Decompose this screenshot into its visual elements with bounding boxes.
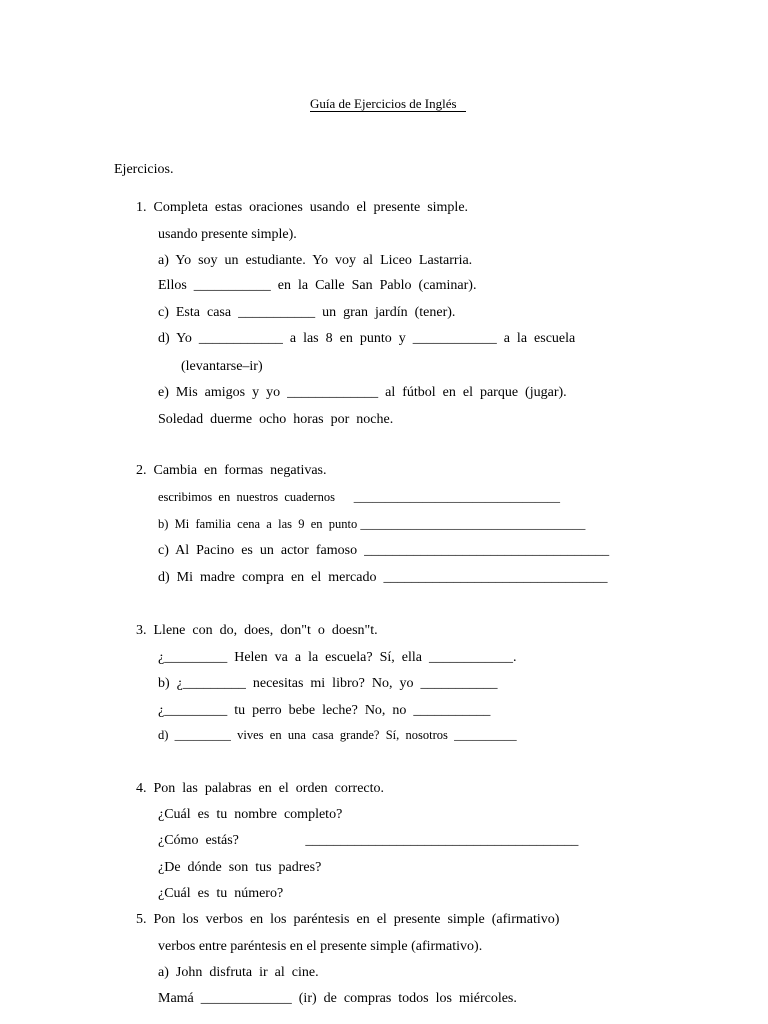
exercise-line: 5. Pon los verbos en los paréntesis en el presente simple (afirmativo) [136, 912, 560, 927]
exercise-line: escribimos en nuestros cuadernos _________________________________ [158, 490, 561, 504]
exercise-line: (levantarse–ir) [181, 359, 263, 374]
exercise-line: d) _________ vives en una casa grande? Sí, nosotros __________ [158, 728, 517, 742]
exercise-line: ¿Cuál es tu nombre completo? [158, 807, 343, 822]
exercise-line: a) Yo soy un estudiante. Yo voy al Liceo Lastarria. [158, 253, 473, 268]
exercise-line: b) Mi familia cena a las 9 en punto ____________________________________ [158, 517, 586, 531]
exercise-line: ¿De dónde son tus padres? [158, 860, 322, 875]
exercise-line: d) Mi madre compra en el mercado ________________________________ [158, 570, 608, 585]
title-underline [310, 111, 466, 112]
exercise-line: 2. Cambia en formas negativas. [136, 463, 327, 478]
exercise-line: ¿_________ Helen va a la escuela? Sí, ella ____________. [158, 650, 517, 665]
exercise-line: usando presente simple). [158, 227, 297, 242]
exercise-line: c) Al Pacino es un actor famoso ___________________________________ [158, 543, 610, 558]
exercise-line: Mamá _____________ (ir) de compras todos los miércoles. [158, 991, 517, 1006]
exercise-line: verbos entre paréntesis en el presente simple (afirmativo). [158, 939, 483, 954]
exercise-line: Ellos ___________ en la Calle San Pablo (caminar). [158, 278, 477, 293]
exercise-line: e) Mis amigos y yo _____________ al fútbol en el parque (jugar). [158, 385, 567, 400]
exercise-line: 1. Completa estas oraciones usando el presente simple. [136, 200, 469, 215]
section-heading: Ejercicios. [114, 162, 174, 177]
exercise-line: d) Yo ____________ a las 8 en punto y ____________ a la escuela [158, 331, 576, 346]
exercise-line: 4. Pon las palabras en el orden correcto. [136, 781, 385, 796]
page-title: Guía de Ejercicios de Inglés [310, 96, 457, 111]
exercise-line: 3. Llene con do, does, don"t o doesn"t. [136, 623, 378, 638]
exercise-line: a) John disfruta ir al cine. [158, 965, 319, 980]
exercise-line: ¿Cuál es tu número? [158, 886, 284, 901]
exercise-line: Soledad duerme ocho horas por noche. [158, 412, 394, 427]
exercise-line: ¿Cómo estás? _______________________________________ [158, 833, 579, 848]
exercise-line: ¿_________ tu perro bebe leche? No, no ___________ [158, 703, 491, 718]
exercise-line: b) ¿_________ necesitas mi libro? No, yo ___________ [158, 676, 498, 691]
exercise-line: c) Esta casa ___________ un gran jardín (tener). [158, 305, 456, 320]
